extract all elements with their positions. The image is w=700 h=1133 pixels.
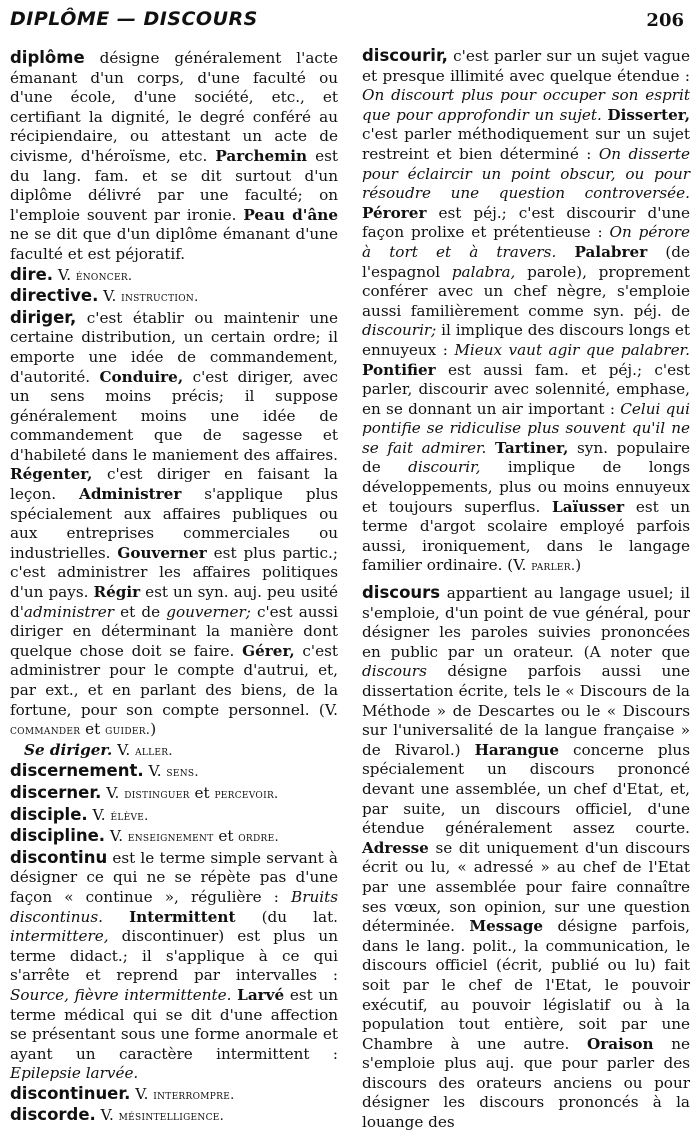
definition-text [103,908,129,926]
definition-text: ) [575,556,582,575]
see-marker: V. [53,265,76,284]
definition-text: implique de longs développements, plus ou moins ennuyeux et toujours superflus. [362,458,690,516]
italic-term: discours [362,662,427,681]
running-title: DIPLÔME — DISCOURS [10,8,258,30]
cross-reference: parler. [531,559,576,575]
entry-discours [362,583,690,1133]
italic-term: discourir, [408,458,481,477]
definition-text: il implique des discours longs et ennuyeux : [362,321,690,359]
cross-reference: ordre. [238,830,279,846]
definition-text: ) [150,720,157,739]
synonym-term: Message [469,917,544,936]
see-marker: V. [130,1084,154,1103]
definition-text: s'applique plus spécialement aux affaires publiques ou aux entreprises commerciales ou industrielles. [10,485,338,562]
synonym-term: Pontifier [362,360,436,379]
see-marker: V. [105,827,128,846]
definition-text: est le terme simple servant à désigner ce qui ne se répète pas d'une façon « continue », régulière : [10,848,338,906]
cross-reference: distinguer [124,786,190,802]
synonym-term: Adresse [362,838,429,857]
cross-reference: mésintelligence. [118,1109,225,1125]
definition-text: ne se dit que d'un diplôme émanant d'une faculté et est péjoratif. [10,225,338,263]
cross-reference: élève. [110,808,149,824]
see-marker: V. [95,1106,119,1125]
see-marker: V. [112,740,136,759]
synonym-term: Tartiner, [495,438,569,457]
definition-text: discontinuer) est plus un terme didact.; il s'applique à ce qui s'arrête et reprend par intervalles : [10,927,338,985]
cross-reference: commander [10,723,81,739]
entry-discourir [362,46,690,577]
definition-text: désigne parfois, dans le lang. polit., la communication, le discours officiel (écrit, publié ou lu) fait soit par le chef de l'Etat, le pouvoir exécutif, au pouvoir législatif ou à la population tout entière, soit par une Chambre à une autre. [362,917,690,1053]
entry-discontinu [10,848,338,1084]
definition-text: (du lat. [235,907,338,926]
definition-text: c'est aussi diriger en déterminant la manière dont quelque chose doit se faire. [10,602,338,660]
cross-reference: énoncer. [75,268,133,284]
definition-text: désigne parfois aussi une dissertation écrite, tels le « Discours de la Méthode » de Descartes ou le « Discours sur l'universalité de la langue française » de Rivarol.) [362,662,690,759]
italic-term: palabra, [451,262,516,281]
synonym-term: Larvé [237,985,285,1004]
entry-directive [10,286,338,308]
definition-text: est plus partic.; c'est administrer les affaires politiques d'un pays. [10,543,338,602]
synonym-term: Gérer, [242,641,295,660]
definition-text: et de [114,602,167,621]
synonym-term: Intermittent [129,907,236,926]
definition-text: c'est diriger, avec un sens moins précis; il suppose généralement moins une idée de commandement que de sagesse et d'habileté dans le maniement des affaires. [10,367,338,464]
example-text: Mieux vaut agir que palabrer. [454,340,690,359]
cross-reference: percevoir. [214,786,279,802]
synonym-term: Disserter, [607,105,690,124]
definition-text [556,243,574,261]
headword: directive. [10,286,99,306]
definition-text: et [80,720,106,739]
entry-discipline [10,826,338,848]
definition-text: est aussi fam. et péj.; c'est parler, discourir avec solennité, emphase, en se donnant un air important : [362,360,690,418]
see-marker: V. [143,762,167,781]
example-text: On discourt plus pour occuper son esprit que pour approfondir un sujet. [362,86,690,124]
example-text: On pérore à tort et à travers. [362,223,690,261]
definition-text: ne s'emploie plus auj. que pour parler des discours des orateurs anciens ou pour désigner les discours prononcés à la louange des [362,1034,690,1132]
definition-text: concerne plus spécialement un discours prononcé devant une assemblée, un chef d'Etat, et, par suite, un discours officiel, d'une étendue généralement assez courte. [362,740,691,838]
headword: discontinuer. [10,1083,131,1103]
definition-text: et [189,783,215,802]
synonym-term: Régenter, [10,465,93,484]
cross-reference: enseignement [127,830,214,846]
headword: discourir, [362,46,448,65]
synonym-term: Palabrer [574,242,648,261]
headword: discerner. [10,782,102,802]
headword: disciple. [10,804,88,824]
headword: discontinu [10,847,108,867]
entry-se-diriger [10,741,338,762]
italic-term: gouverner; [166,602,251,621]
example-text: Epilepsie larvée. [10,1064,139,1083]
definition-text: c'est diriger en faisant la leçon. [10,465,338,504]
definition-text: (de l'espagnol [362,242,690,281]
definition-text: parole), proprement conférer avec un chef nègre, s'emploie aussi familièrement comme syn. péj. de [362,262,690,320]
definition-text: et [213,827,239,846]
definition-text: est péj.; c'est discourir d'une façon prolixe et prétentieuse : [362,203,690,242]
page-header [10,6,690,34]
definition-text [486,439,495,457]
cross-reference: interrompre. [153,1087,235,1103]
italic-term: intermittere, [10,927,109,946]
cross-reference: instruction. [121,290,199,306]
headword: dire. [10,264,54,284]
definition-text: c'est établir ou maintenir une certaine distribution, un certain ordre; il emporte une idée de commandement, d'autorité. [10,308,338,386]
definition-text: est du lang. fam. et se dit surtout d'un diplôme délivré par une faculté; on l'emploie souvent par ironie. [10,146,338,224]
headword: discorde. [10,1105,96,1125]
right-column [362,46,690,1133]
synonym-term: Peau d'âne [243,205,338,224]
definition-text: est un terme d'argot scolaire employé parfois aussi, ironiquement, dans le langage familier ordinaire. (V. [362,497,690,575]
definition-text: appartient au langage usuel; il s'emploie, d'un point de vue général, pour désigner les paroles suivies prononcées en public par un orateur. (A noter que [362,584,690,661]
entry-discontinuer [10,1084,338,1106]
entry-disciple [10,805,338,827]
synonym-term: Laïusser [552,497,625,516]
definition-text: c'est administrer pour le compte d'autrui, et, par ext., et en parlant des biens, de la fortune, pour son compte personnel. (V. [10,641,338,719]
see-marker: V. [98,287,122,306]
example-text: Source, fièvre intermittente. [10,985,232,1004]
headword: diplôme [10,48,85,67]
entry-discerner [10,783,338,805]
entry-discorde [10,1105,338,1127]
synonym-term: Administrer [79,485,182,504]
entry-diriger [10,308,338,741]
synonym-term: Harangue [474,740,559,759]
definition-text: syn. populaire de [362,438,690,477]
italic-term: administrer [23,602,114,621]
definition-text: est un terme médical qui se dit d'une affection se présentant sous une forme anormale et ayant un caractère intermittent : [10,985,339,1063]
left-column [10,48,338,1127]
definition-text: est un syn. auj. peu usité d' [10,583,338,621]
cross-reference: sens. [166,765,199,781]
headword: discipline. [10,826,106,846]
page-number: 206 [646,10,684,31]
headword: discours [362,583,441,603]
definition-text: c'est parler sur un sujet vague et presque illimité avec quelque étendue : [362,47,690,85]
entry-diplome [10,48,338,265]
entry-dire [10,265,338,287]
text-columns [10,34,691,1132]
headword: diriger, [10,307,77,327]
example-text: Celui qui pontifie se ridiculise plus souvent qu'il ne se fait admirer. [362,399,690,457]
definition-text: désigne généralement l'acte émanant d'un corps, d'une faculté ou d'une école, d'une société, etc., et certifiant la dignité, le degré conféré au récipiendaire, ou attestant un acte de civisme, d'héroïsme, etc. [10,49,338,165]
synonym-term: Régir [93,583,141,602]
see-marker: V. [87,805,111,824]
definition-text: se dit uniquement d'un discours écrit ou lu, « adressé » au chef de l'Etat par une assemblée pour faire connaître ses vœux, son opinion, sur une question déterminée. [362,838,690,936]
example-text: Bruits discontinus. [10,887,338,926]
synonym-term: Gouverner [117,543,207,562]
synonym-term: Conduire, [99,367,184,386]
entry-discernement [10,761,338,783]
headword: discernement. [10,761,144,781]
example-text: On disserte pour éclaircir un point obscur, ou pour résoudre une question controversée. [362,144,690,203]
synonym-term: Oraison [587,1034,654,1053]
cross-reference: aller. [135,743,173,759]
definition-text: c'est parler méthodiquement sur un sujet restreint et bien déterminé : [362,125,690,163]
see-marker: V. [101,783,125,802]
italic-term: discourir; [362,321,437,340]
cross-reference: guider. [105,723,151,739]
synonym-term: Parchemin [215,146,308,165]
synonym-term: Pérorer [362,203,427,222]
sub-headword: Se diriger. [24,740,113,759]
